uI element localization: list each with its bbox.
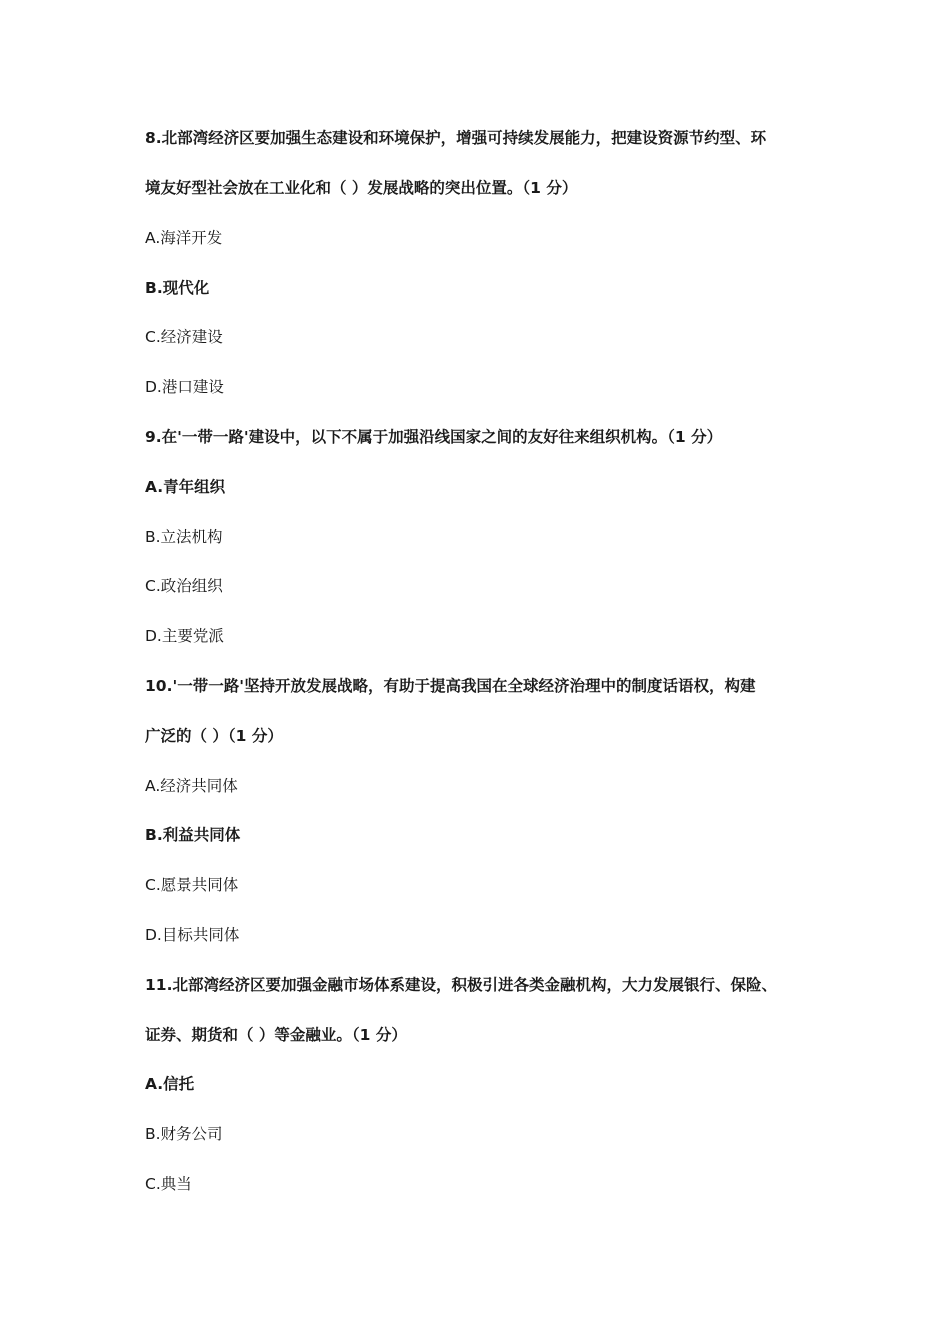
question-10-option-c: C.愿景共同体	[145, 876, 239, 894]
question-11-option-b: B.财务公司	[145, 1125, 223, 1143]
question-9-option-c: C.政治组织	[145, 577, 223, 595]
question-8-option-b-correct: B.现代化	[145, 279, 210, 297]
question-10-option-b-correct: B.利益共同体	[145, 826, 241, 844]
question-8-option-d: D.港口建设	[145, 378, 224, 396]
question-11-option-a-correct: A.信托	[145, 1075, 195, 1093]
question-8-option-a: A.海洋开发	[145, 229, 223, 247]
question-11-option-c: C.典当	[145, 1175, 192, 1193]
question-9-stem-line-1: 9.在'一带一路'建设中，以下不属于加强沿线国家之间的友好往来组织机构。（1 分）	[145, 428, 723, 446]
question-9-option-b: B.立法机构	[145, 528, 223, 546]
question-11-stem-line-1: 11.北部湾经济区要加强金融市场体系建设，积极引进各类金融机构，大力发展银行、保险、	[145, 976, 777, 994]
question-10-option-a: A.经济共同体	[145, 777, 238, 795]
question-10-stem-line-2: 广泛的（ ）（1 分）	[145, 727, 283, 745]
question-8-stem-line-2: 境友好型社会放在工业化和（ ）发展战略的突出位置。（1 分）	[145, 179, 578, 197]
question-9-option-d: D.主要党派	[145, 627, 224, 645]
question-9-option-a-correct: A.青年组织	[145, 478, 226, 496]
question-10-option-d: D.目标共同体	[145, 926, 240, 944]
question-11-stem-line-2: 证券、期货和（ ）等金融业。（1 分）	[145, 1026, 407, 1044]
question-8-option-c: C.经济建设	[145, 328, 223, 346]
question-8-stem-line-1: 8.北部湾经济区要加强生态建设和环境保护，增强可持续发展能力，把建设资源节约型、环	[145, 129, 767, 147]
question-10-stem-line-1: 10.'一带一路'坚持开放发展战略，有助于提高我国在全球经济治理中的制度话语权，构建	[145, 677, 756, 695]
